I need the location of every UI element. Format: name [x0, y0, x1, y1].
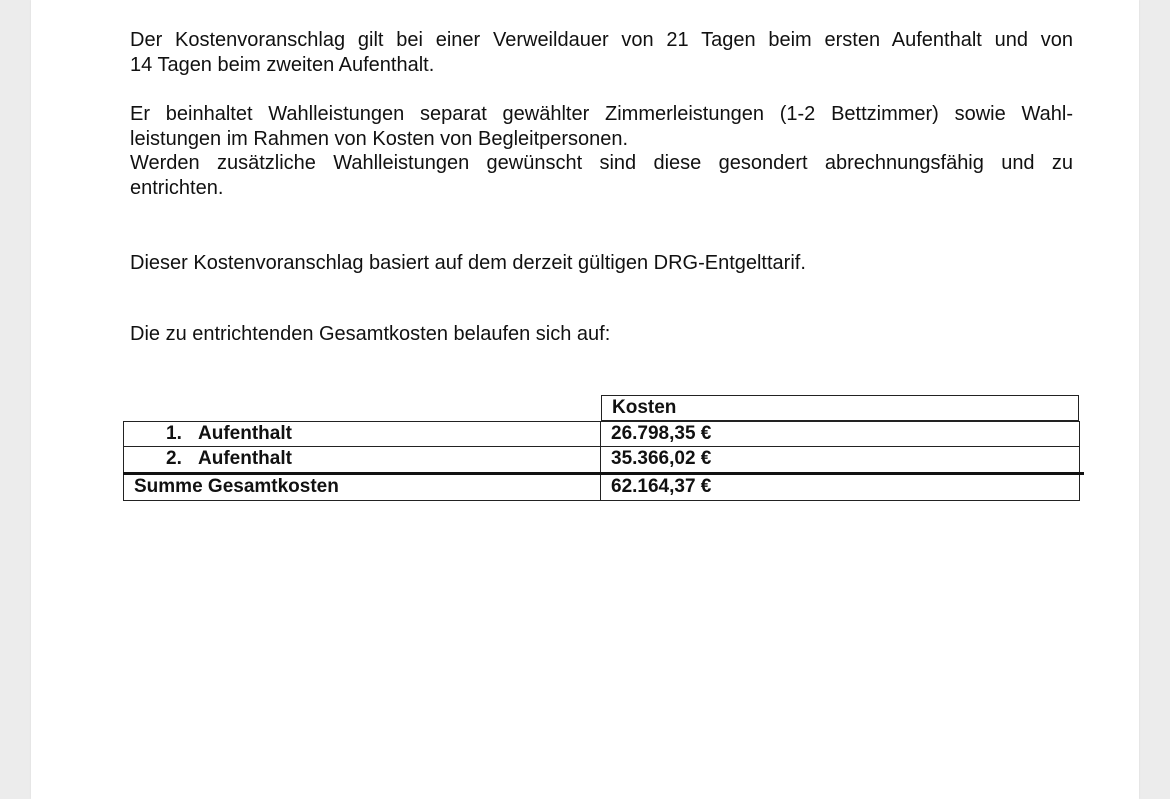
stay-name: Aufenthalt [198, 448, 292, 469]
stay-number: 2. [166, 448, 182, 469]
stay-cost: 35.366,02 € [611, 448, 712, 469]
table-row [123, 421, 1080, 447]
stay-label [166, 447, 292, 471]
paragraph-duration-line-2: 14 Tagen beim zweiten Aufenthalt. [130, 54, 435, 76]
paragraph-additional [130, 151, 1073, 201]
table-row-total [123, 475, 1080, 501]
stay-label [166, 422, 292, 446]
paragraph-duration-line-1: Der Kostenvoranschlag gilt bei einer Verweildauer von 21 Tagen beim ersten Aufenthalt und von [130, 29, 1073, 51]
paragraph-drg-tariff: Dieser Kostenvoranschlag basiert auf dem derzeit gültigen DRG-Entgelttarif. [130, 252, 806, 274]
paragraph-services-line-1: Er beinhaltet Wahlleistungen separat gewählter Zimmerleistungen (1-2 Bettzimmer) sowie Wahl- [130, 103, 1073, 125]
paragraph-additional-line-1: Werden zusätzliche Wahlleistungen gewünscht sind diese gesondert abrechnungsfähig und zu [130, 152, 1073, 174]
stay-number: 1. [166, 423, 182, 444]
paragraph-services-line-2: leistungen im Rahmen von Kosten von Begleitpersonen. [130, 128, 629, 150]
cost-table-header [601, 395, 1079, 421]
cost-column-header: Kosten [612, 397, 677, 418]
total-label: Summe Gesamtkosten [134, 476, 339, 497]
total-cost: 62.164,37 € [611, 476, 712, 497]
stay-cost: 26.798,35 € [611, 423, 712, 444]
table-row [123, 447, 1080, 473]
paragraph-additional-line-2: entrichten. [130, 177, 224, 199]
paragraph-total-intro: Die zu entrichtenden Gesamtkosten belaufen sich auf: [130, 323, 611, 345]
paragraph-duration [130, 28, 1073, 78]
paragraph-services [130, 102, 1073, 152]
stay-name: Aufenthalt [198, 423, 292, 444]
